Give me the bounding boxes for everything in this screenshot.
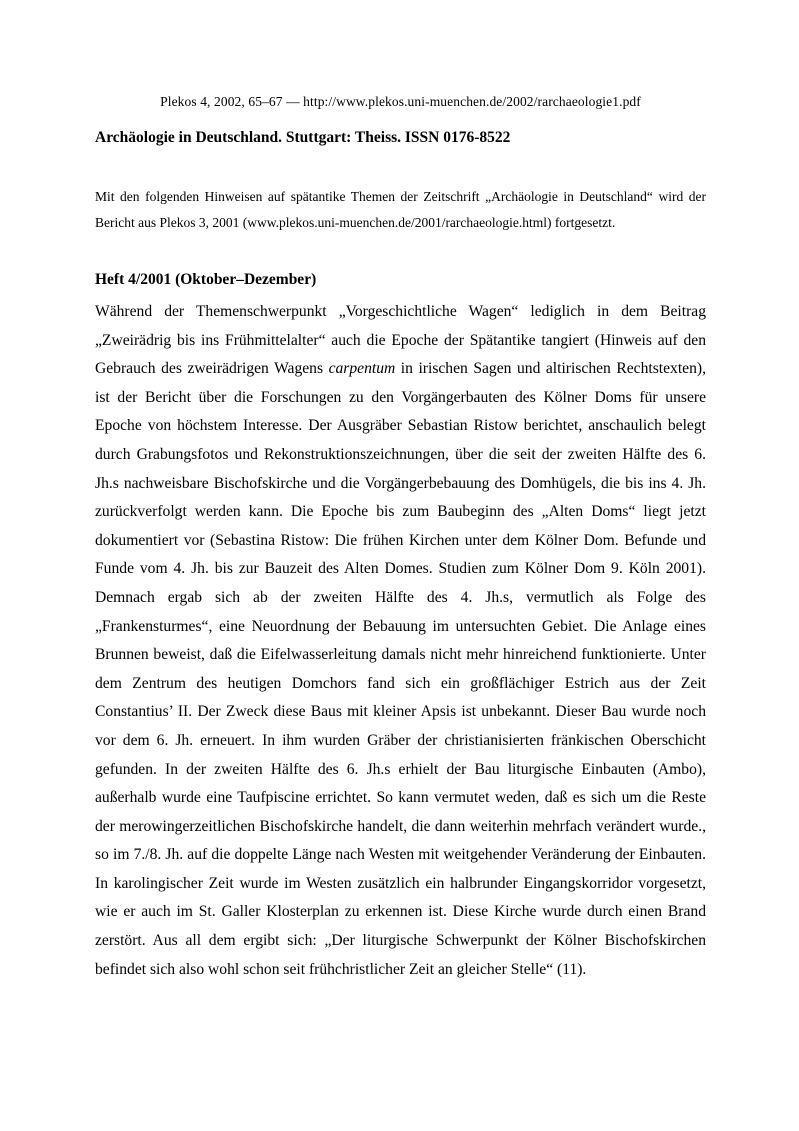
section-heading: Heft 4/2001 (Oktober–Dezember) [95,271,317,288]
intro-paragraph: Mit den folgenden Hinweisen auf spätantike Themen der Zeitschrift „Archäologie in Deutschland“ wird der Bericht aus Plekos 3, 2001 (www.plekos.uni-muenchen.de/2001/rarchaeologie.html) fortgesetzt. [95,189,706,230]
body-paragraph [95,298,706,984]
document-title: Archäologie in Deutschland. Stuttgart: Theiss. ISSN 0176-8522 [95,129,511,146]
citation-header: Plekos 4, 2002, 65–67 — http://www.plekos.uni-muenchen.de/2002/rarchaeologie1.pdf [160,94,641,109]
body-text-part2: in irischen Sagen und altirischen Rechtstexten), ist der Bericht über die Forschungen zu den Vorgängerbauten des Kölner Doms für unsere Epoche von höchstem Interesse. Der Ausgräber Sebastian Ristow berichtet, anschaulich belegt durch Grabungsfotos und Rekonstruktionszeichnungen, über die seit der zweiten Hälfte des 6. Jh.s nachweisbare Bischofskirche und die Vorgängerbebauung des Domhügels, die bis ins 4. Jh. zurückverfolgt werden kann. Die Epoche bis zum Baubeginn des „Alten Doms“ liegt jetzt dokumentiert vor (Sebastina Ristow: Die frühen Kirchen unter dem Kölner Dom. Befunde und Funde vom 4. Jh. bis zur Bauzeit des Alten Domes. Studien zum Kölner Dom 9. Köln 2001). Demnach ergab sich ab der zweiten Hälfte des 4. Jh.s, vermutlich als Folge des „Frankensturmes“, eine Neuordnung der Bebauung im untersuchten Gebiet. Die Anlage eines Brunnen beweist, daß die Eifelwasserleitung damals nicht mehr hinreichend funktionierte. Unter dem Zentrum des heutigen Domchors fand sich ein großflächiger Estrich aus der Zeit Constantius’ II. Der Zweck diese Baus mit kleiner Apsis ist unbekannt. Dieser Bau wurde noch vor dem 6. Jh. erneuert. In ihm wurden Gräber der christianisierten fränkischen Oberschicht gefunden. In der zweiten Hälfte des 6. Jh.s erhielt der Bau liturgische Einbauten (Ambo), außerhalb wurde eine Taufpiscine errichtet. So kann vermutet weden, daß es sich um die Reste der merowingerzeitlichen Bischofskirche handelt, die dann weiterhin mehrfach verändert wurde., so im 7./8. Jh. auf die doppelte Länge nach Westen mit weitgehender Veränderung der Einbauten. In karolingischer Zeit wurde im Westen zusätzlich ein halbrunder Eingangskorridor vorgesetzt, wie er auch im St. Galler Klosterplan zu erkennen ist. Diese Kirche wurde durch einen Brand zerstört. Aus all dem ergibt sich: „Der liturgische Schwerpunkt der Kölner Bischofskirchen befindet sich also wohl schon seit frühchristlicher Zeit an gleicher Stelle“ (11). [95,360,706,978]
italic-term-carpentum: carpentum [328,360,396,378]
page-content [95,94,706,984]
body-text-part1: Während der Themenschwerpunkt „Vorgeschichtliche Wagen“ lediglich in dem Beitrag „Zweirädrig bis ins Frühmittelalter“ auch die Epoche der Spätantike tangiert (Hinweis auf den Gebrauch des zweirädrigen Wagens [95,303,706,378]
